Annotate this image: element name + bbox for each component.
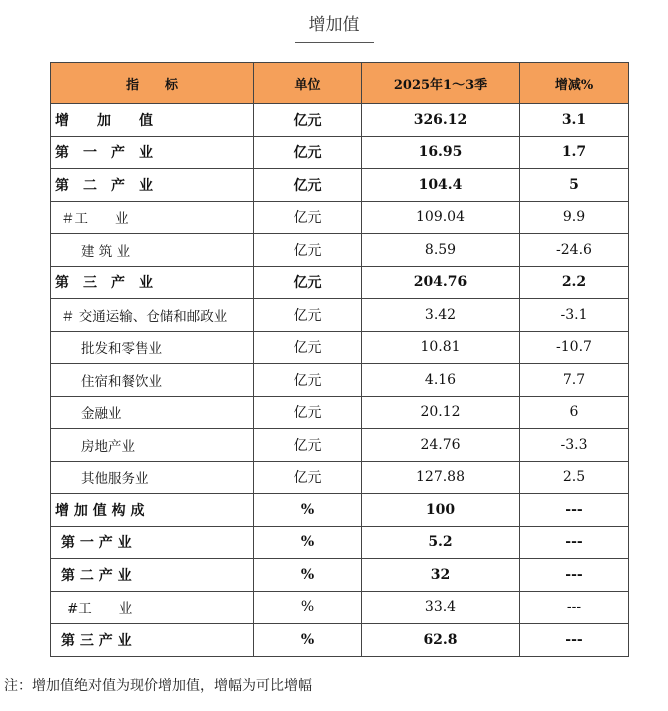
table-row — [51, 624, 629, 657]
footnote: 注：增加值绝对值为现价增加值，增幅为可比增幅 — [4, 678, 312, 694]
row-value: 32 — [362, 559, 520, 592]
row-value: 100 — [362, 494, 520, 527]
row-unit: 亿元 — [254, 299, 362, 332]
row-unit: % — [254, 559, 362, 592]
row-value: 10.81 — [362, 331, 520, 364]
table-row — [51, 136, 629, 169]
row-change: 6 — [520, 396, 629, 429]
row-change: 9.9 — [520, 201, 629, 234]
row-change: -10.7 — [520, 331, 629, 364]
row-value: 24.76 — [362, 429, 520, 462]
table-row — [51, 396, 629, 429]
table-row — [51, 559, 629, 592]
row-name: 批发和零售业 — [51, 331, 254, 364]
table-row — [51, 429, 629, 462]
row-change: 5 — [520, 169, 629, 202]
row-change: 2.2 — [520, 266, 629, 299]
table-row — [51, 461, 629, 494]
row-change: --- — [520, 494, 629, 527]
row-name: 金融业 — [51, 396, 254, 429]
table-row — [51, 201, 629, 234]
row-unit: 亿元 — [254, 104, 362, 137]
row-change: --- — [520, 624, 629, 657]
header-unit: 单位 — [254, 63, 362, 104]
row-value: 3.42 — [362, 299, 520, 332]
row-unit: 亿元 — [254, 461, 362, 494]
row-change: --- — [520, 591, 629, 624]
row-change: 1.7 — [520, 136, 629, 169]
header-period: 2025年1～3季 — [362, 63, 520, 104]
row-unit: 亿元 — [254, 266, 362, 299]
row-name: 房地产业 — [51, 429, 254, 462]
table-row — [51, 104, 629, 137]
row-name: 第 三 产 业 — [51, 624, 254, 657]
row-name: 其他服务业 — [51, 461, 254, 494]
row-value: 127.88 — [362, 461, 520, 494]
header-row — [51, 63, 629, 104]
header-indicator: 指 标 — [51, 63, 254, 104]
row-value: 8.59 — [362, 234, 520, 267]
table-header — [51, 63, 629, 104]
row-name: 第 三 产 业 — [51, 266, 254, 299]
table-row — [51, 494, 629, 527]
row-unit: 亿元 — [254, 201, 362, 234]
row-name: 第 二 产 业 — [51, 559, 254, 592]
row-value: 62.8 — [362, 624, 520, 657]
row-unit: % — [254, 526, 362, 559]
table-container — [50, 62, 628, 657]
row-value: 20.12 — [362, 396, 520, 429]
row-name: #工 业 — [51, 591, 254, 624]
row-unit: 亿元 — [254, 364, 362, 397]
row-unit: 亿元 — [254, 169, 362, 202]
row-value: 16.95 — [362, 136, 520, 169]
row-change: --- — [520, 559, 629, 592]
row-unit: % — [254, 591, 362, 624]
header-change: 增减% — [520, 63, 629, 104]
page-title: 增加值 — [295, 6, 374, 43]
row-change: -3.3 — [520, 429, 629, 462]
table-body — [51, 104, 629, 657]
row-change: -3.1 — [520, 299, 629, 332]
row-name: 增 加 值 构 成 — [51, 494, 254, 527]
row-name: ＃ 交通运输、仓储和邮政业 — [51, 299, 254, 332]
row-name: 增 加 值 — [51, 104, 254, 137]
row-change: 2.5 — [520, 461, 629, 494]
row-value: 204.76 — [362, 266, 520, 299]
row-unit: 亿元 — [254, 331, 362, 364]
row-unit: 亿元 — [254, 429, 362, 462]
row-change: 3.1 — [520, 104, 629, 137]
table-row — [51, 364, 629, 397]
row-unit: 亿元 — [254, 396, 362, 429]
row-change: -24.6 — [520, 234, 629, 267]
row-name: 第 二 产 业 — [51, 169, 254, 202]
row-value: 33.4 — [362, 591, 520, 624]
table-row — [51, 234, 629, 267]
row-change: 7.7 — [520, 364, 629, 397]
row-name: 第 一 产 业 — [51, 136, 254, 169]
row-change: --- — [520, 526, 629, 559]
table-row — [51, 299, 629, 332]
row-unit: 亿元 — [254, 136, 362, 169]
row-value: 109.04 — [362, 201, 520, 234]
table-row — [51, 591, 629, 624]
row-value: 326.12 — [362, 104, 520, 137]
row-value: 104.4 — [362, 169, 520, 202]
row-name: 住宿和餐饮业 — [51, 364, 254, 397]
table-row — [51, 169, 629, 202]
table-row — [51, 331, 629, 364]
row-unit: % — [254, 494, 362, 527]
table-row — [51, 526, 629, 559]
row-value: 5.2 — [362, 526, 520, 559]
title-wrap — [0, 6, 668, 43]
value-added-table — [50, 62, 629, 657]
row-name: 第 一 产 业 — [51, 526, 254, 559]
table-row — [51, 266, 629, 299]
row-unit: % — [254, 624, 362, 657]
row-unit: 亿元 — [254, 234, 362, 267]
row-name: 建 筑 业 — [51, 234, 254, 267]
row-value: 4.16 — [362, 364, 520, 397]
row-name: ＃工 业 — [51, 201, 254, 234]
